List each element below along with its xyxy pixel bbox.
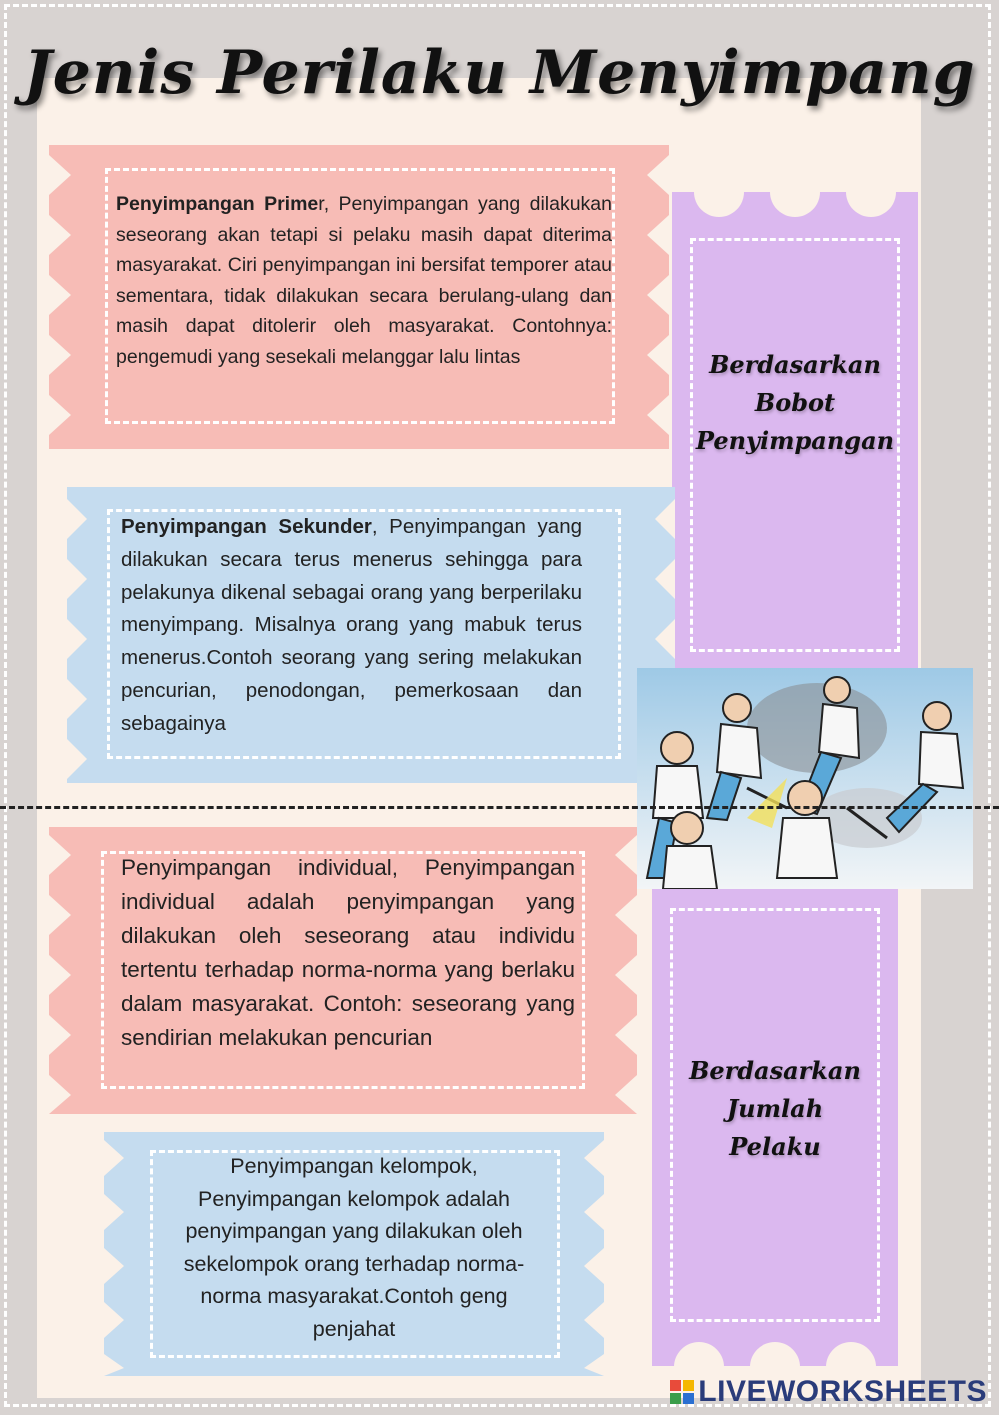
card-individual-text xyxy=(121,851,575,1055)
card-primer-text xyxy=(116,189,612,372)
card-primer xyxy=(49,145,669,449)
fight-illustration xyxy=(637,668,973,889)
label-line: Berdasarkan xyxy=(709,350,881,379)
card-individual xyxy=(49,827,637,1114)
liveworksheets-logo xyxy=(670,1375,987,1409)
label-line: Jumlah xyxy=(726,1094,824,1123)
page-title: Jenis Perilaku Menyimpang xyxy=(23,38,976,108)
section-divider xyxy=(0,806,999,809)
card-primer-body: r, Penyimpangan yang dilakukan seseorang akan tetapi si pelaku masih dapat diterima masyarakat. Ciri penyimpangan ini bersifat temporer atau sementara, tidak dilakukan secara berulang-ulang dan masih dapat ditolerir oleh masyarakat. Contohnya: pengemudi yang sesekali melanggar lalu lintas xyxy=(116,193,612,368)
card-sekunder xyxy=(67,487,675,783)
card-kelompok-body: Penyimpangan kelompok, Penyimpangan kelompok adalah penyimpangan yang dilakukan oleh sekelompok orang terhadap norma-norma masyarakat.Contoh geng penjahat xyxy=(183,1154,525,1341)
card-kelompok xyxy=(104,1132,604,1376)
label-line: Penyimpangan xyxy=(695,426,895,455)
card-kelompok-text xyxy=(162,1150,546,1345)
label-line: Berdasarkan xyxy=(689,1056,861,1085)
category-bobot-label xyxy=(672,346,918,460)
brand-icon xyxy=(670,1380,694,1404)
label-line: Bobot xyxy=(754,388,836,417)
category-jumlah-label xyxy=(652,1052,898,1166)
card-individual-body: Penyimpangan individual, Penyimpangan individual adalah penyimpangan yang dilakukan oleh seseorang atau individu tertentu terhadap norma-norma yang berlaku dalam masyarakat. Contoh: seseorang yang sendirian melakukan pencurian xyxy=(121,855,575,1050)
card-sekunder-body: , Penyimpangan yang dilakukan secara terus menerus sehingga para pelakunya dikenal sebagai orang yang berperilaku menyimpang. Misalnya orang yang mabuk terus menerus.Contoh seorang yang sering melakukan pencurian, penodongan, pemerkosaan dan sebagainya xyxy=(121,515,582,735)
card-primer-term: Penyimpangan Prime xyxy=(116,193,319,215)
card-sekunder-term: Penyimpangan Sekunder xyxy=(121,515,372,538)
category-jumlah-panel xyxy=(652,870,898,1366)
card-sekunder-text xyxy=(121,511,582,741)
brand-text: LIVEWORKSHEETS xyxy=(698,1375,987,1408)
label-line: Pelaku xyxy=(729,1132,821,1161)
category-bobot-panel xyxy=(672,192,918,682)
